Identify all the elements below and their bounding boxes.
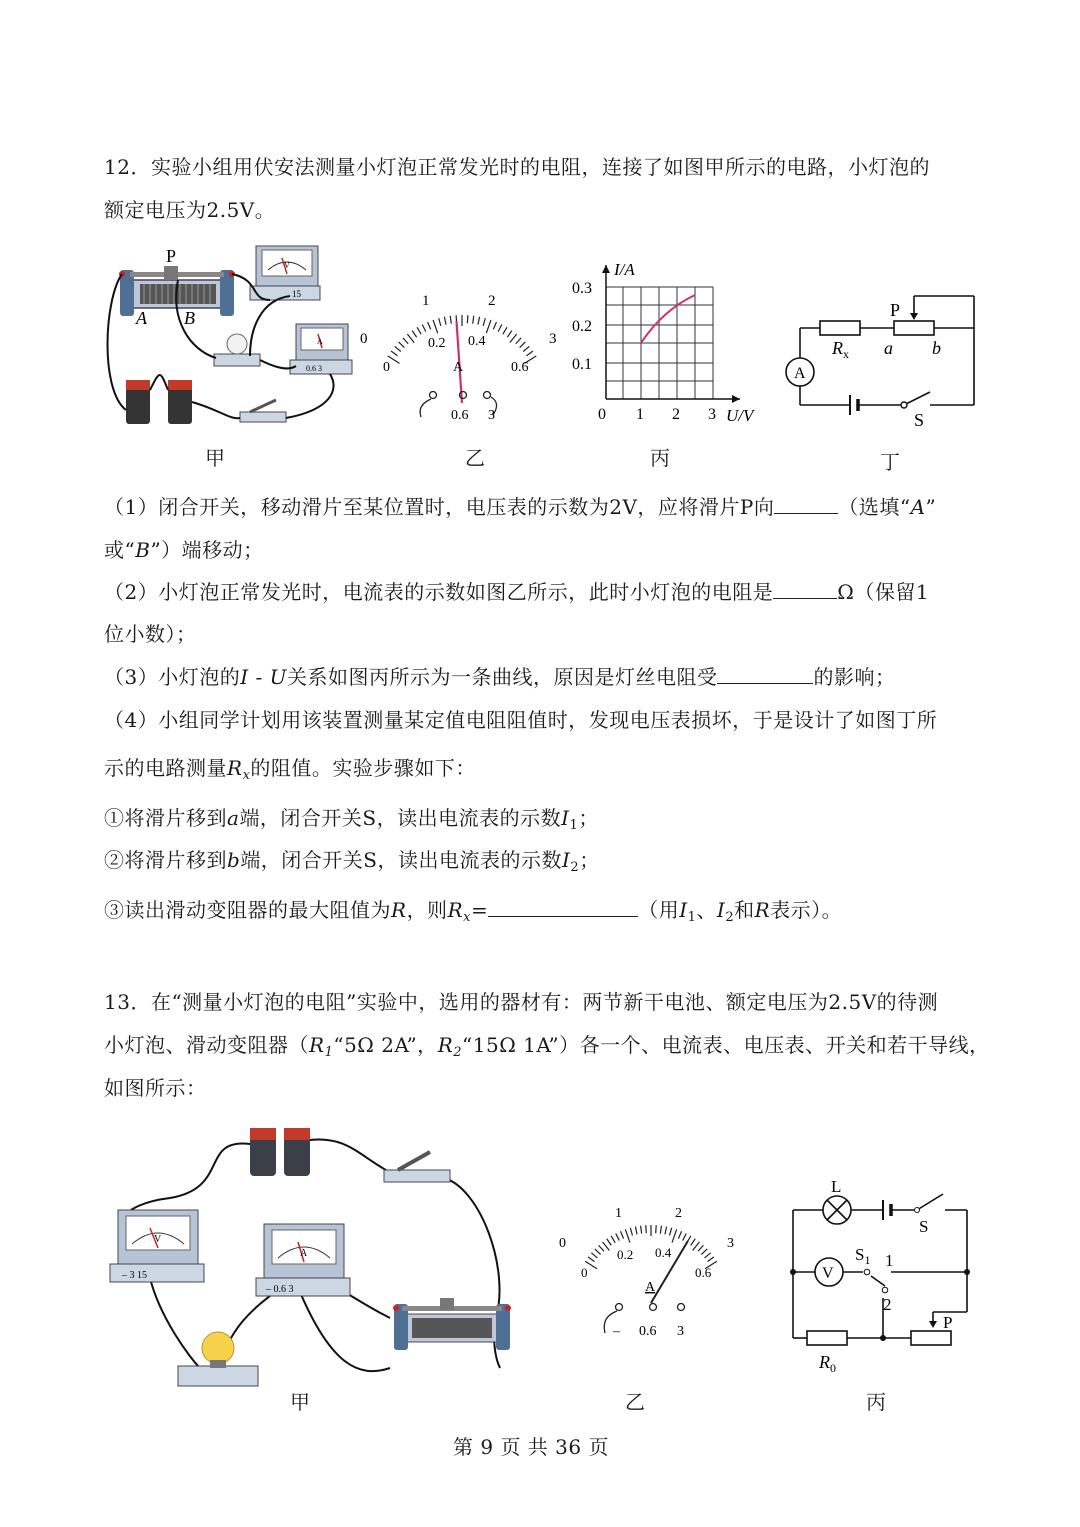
q12-step1: ①将滑片移到a端，闭合开关S，读出电流表的示数$I_1$； xyxy=(104,806,599,833)
q12-ding-ammeter-letter: A xyxy=(794,365,806,382)
q12-dial-inner-04: 0.4 xyxy=(468,334,486,349)
q13-stem-line2: 小灯泡、滑动变阻器（$R_1“5\Omega$ 2A”，$R_2“15\Omega$ 1A”）各一个、电流表、电压表、开关和若干导线， xyxy=(104,1033,990,1060)
dial-tick xyxy=(417,327,421,334)
dial-tick xyxy=(607,1239,612,1246)
dial-tick xyxy=(683,1233,687,1240)
dial-tick xyxy=(467,315,468,323)
dial-tick xyxy=(641,1226,642,1234)
q13-dial-inner-02: 0.2 xyxy=(617,1247,634,1262)
q12-part2-line2: 位小数）； xyxy=(104,622,197,646)
dial-tick xyxy=(672,1229,677,1242)
dial-tick xyxy=(493,322,496,329)
dial-tick xyxy=(483,318,485,326)
q13-dial-label-3: 3 xyxy=(727,1236,734,1251)
dial-tick xyxy=(527,351,533,356)
q12-dial-term-3: 3 xyxy=(488,408,495,423)
q12-graph-ytick-01: 0.1 xyxy=(572,356,592,373)
dial-tick xyxy=(693,1242,700,1251)
dial-tick xyxy=(625,1229,630,1242)
q13-dial-term-3: 3 xyxy=(677,1324,684,1339)
dial-tick xyxy=(439,318,441,326)
dial-tick xyxy=(595,1249,601,1255)
dial-tick xyxy=(407,334,414,343)
q12-graph-xtick-1: 1 xyxy=(636,406,644,423)
q12-dial-inner-0: 0 xyxy=(383,360,390,375)
dial-tick xyxy=(678,1231,681,1238)
q13-ammeter-letter: A xyxy=(300,1248,308,1259)
q12-part1-line1: （1）闭合开关，移动滑片至某位置时，电压表的示数为2V，应将滑片P向 （选填“A” xyxy=(104,495,937,519)
dial-tick xyxy=(507,331,512,338)
q12-figure-bing-iu-graph xyxy=(568,255,773,430)
dial-tick xyxy=(630,1228,632,1236)
q12-part4-line2: 示的电路测量$R_x$的阻值。实验步骤如下： xyxy=(104,756,476,783)
dial-tick xyxy=(707,1257,713,1262)
q13-dial-term-06: 0.6 xyxy=(639,1324,657,1339)
q13-ammeter-terminals: – 0.6 3 xyxy=(266,1284,294,1295)
q12-switch xyxy=(240,400,286,422)
q12-caption-jia: 甲 xyxy=(205,446,225,470)
q12-figure-jia-circuit xyxy=(100,240,360,440)
q13-caption-bing: 丙 xyxy=(866,1390,886,1414)
dial-tick xyxy=(635,1227,637,1235)
dial-tick xyxy=(665,1227,667,1235)
q13-dial-label-0: 0 xyxy=(559,1236,566,1251)
q12-dial-inner-06: 0.6 xyxy=(511,360,529,375)
q12-step2: ②将滑片移到b端，闭合开关S，读出电流表的示数$I_2$； xyxy=(104,848,600,875)
q12-part1-line2: 或“B”）端移动； xyxy=(104,538,264,562)
q12-dial-label-0: 0 xyxy=(360,331,368,347)
dial-tick xyxy=(444,317,446,325)
dial-tick xyxy=(611,1236,615,1243)
q13-caption-jia: 甲 xyxy=(290,1390,310,1414)
q13-dial-term-neg: – xyxy=(613,1324,620,1339)
dial-tick xyxy=(486,320,491,333)
answer-blank-4[interactable] xyxy=(488,898,638,917)
q13-dial-inner-0: 0 xyxy=(581,1265,588,1280)
q12-jia-label-B: B xyxy=(184,308,195,328)
dial-tick xyxy=(705,1253,711,1258)
q12-figure-yi-ammeter-dial xyxy=(355,285,570,435)
q12-ding-a: a xyxy=(884,338,893,358)
q13-figure-bing-circuit xyxy=(785,1172,985,1382)
dial-tick xyxy=(656,1225,657,1233)
dial-tick xyxy=(670,1228,672,1236)
dial-tick xyxy=(478,317,480,325)
q12-caption-bing: 丙 xyxy=(650,446,670,470)
dial-tick xyxy=(391,351,397,356)
q13-caption-yi: 乙 xyxy=(625,1390,645,1414)
q13-dial-inner-06: 0.6 xyxy=(695,1265,712,1280)
q13-bulb xyxy=(178,1332,258,1386)
q13-dial-label-1: 1 xyxy=(615,1206,622,1221)
q12-caption-ding: 丁 xyxy=(880,450,900,474)
q12-voltmeter-letter: V xyxy=(284,261,290,270)
q12-dial-label-3: 3 xyxy=(549,331,557,347)
q12-jia-label-P: P xyxy=(166,246,177,266)
q12-dial-unit: A xyxy=(453,360,464,375)
q13-bing-contact-2: 2 xyxy=(883,1295,892,1314)
q12-part2-line1: （2）小灯泡正常发光时，电流表的示数如图乙所示，此时小灯泡的电阻是 Ω（保留1 xyxy=(104,580,930,604)
dial-tick xyxy=(422,325,426,332)
q13-voltmeter-terminals: – 3 15 xyxy=(122,1270,147,1281)
dial-tick xyxy=(520,342,526,348)
dial-tick xyxy=(503,327,507,334)
dial-tick xyxy=(691,1239,696,1246)
q13-stem-line3: 如图所示： xyxy=(104,1076,207,1100)
dial-tick xyxy=(395,346,401,351)
q12-bulb xyxy=(214,334,260,366)
q13-rheostat xyxy=(393,1298,511,1350)
q12-graph-xtick-2: 2 xyxy=(672,406,680,423)
dial-tick xyxy=(516,338,521,344)
q12-voltmeter-terminal: 15 xyxy=(292,289,301,299)
q12-graph-xtick-3: 3 xyxy=(708,406,716,423)
dial-tick xyxy=(698,1245,703,1251)
q12-dial-ticks xyxy=(388,315,537,363)
q12-ding-Rx: $R_x$ xyxy=(832,338,849,361)
q12-iu-curve xyxy=(641,295,695,343)
dial-tick xyxy=(603,1242,610,1251)
q12-graph-ytick-03: 0.3 xyxy=(572,280,592,297)
q12-ding-S: S xyxy=(914,410,925,430)
dial-tick xyxy=(399,342,405,348)
q13-dial-unit: A xyxy=(645,1280,656,1295)
q12-graph-ylabel: I/A xyxy=(614,260,635,279)
q12-step3: ③读出滑动变阻器的最大阻值为R，则$R_x=$ （用$I_1$、$I_2$和R表示）。 xyxy=(104,898,843,925)
q12-ammeter-letter: A xyxy=(317,337,323,346)
q12-part4-line1: （4）小组同学计划用该装置测量某定值电阻阻值时，发现电压表损坏，于是设计了如图丁所 xyxy=(104,708,938,732)
q12-graph-ytick-02: 0.2 xyxy=(572,318,592,335)
dial-tick xyxy=(412,331,417,338)
dial-tick xyxy=(588,1257,594,1262)
q13-bing-S1: $S_1$ xyxy=(855,1245,871,1267)
q12-voltmeter xyxy=(250,246,320,300)
q12-graph-xlabel: U/V xyxy=(726,406,754,425)
q12-part3: （3）小灯泡的I - U关系如图丙所示为一条曲线，原因是灯丝电阻受 的影响； xyxy=(104,665,896,689)
q13-bing-contact-1: 1 xyxy=(885,1251,894,1270)
dial-tick xyxy=(473,316,474,324)
q12-ding-b: b xyxy=(932,338,941,358)
q12-ammeter xyxy=(290,324,352,374)
q13-dial-ticks xyxy=(585,1225,717,1269)
q13-dial-inner-04: 0.4 xyxy=(655,1245,672,1260)
q13-voltmeter-letter: V xyxy=(154,1234,162,1245)
dial-tick xyxy=(428,322,431,329)
q13-bing-L: L xyxy=(831,1177,842,1196)
q12-ding-P: P xyxy=(890,300,901,320)
dial-tick xyxy=(403,338,408,344)
q12-dial-term-06: 0.6 xyxy=(451,408,469,423)
q12-figure-ding-circuit xyxy=(780,278,980,433)
dial-tick xyxy=(701,1249,707,1255)
q12-stem-line2: 额定电压为2.5V。 xyxy=(104,198,276,222)
q12-caption-yi: 乙 xyxy=(465,446,485,470)
q12-dial-inner-02: 0.2 xyxy=(428,336,446,351)
dial-tick xyxy=(616,1233,620,1240)
q13-stem-line1: 13．在“测量小灯泡的电阻”实验中，选用的器材有：两节新干电池、额定电压为2.5V的待测 xyxy=(104,990,939,1014)
q13-bing-S: S xyxy=(919,1217,929,1236)
answer-blank-3[interactable] xyxy=(717,665,813,684)
dial-tick xyxy=(591,1253,597,1258)
dial-tick xyxy=(660,1226,661,1234)
dial-tick xyxy=(523,346,529,351)
page-footer: 第 9 页 共 36 页 xyxy=(453,1435,609,1459)
q13-switch xyxy=(384,1152,450,1182)
q12-dial-label-1: 1 xyxy=(422,293,430,309)
q13-figure-jia-circuit xyxy=(100,1118,530,1393)
q13-voltmeter xyxy=(110,1210,204,1282)
q13-figure-yi-ammeter-dial xyxy=(555,1195,745,1345)
q13-dial-label-2: 2 xyxy=(675,1206,682,1221)
q12-dial-label-2: 2 xyxy=(488,293,496,309)
answer-blank-1[interactable] xyxy=(774,495,838,514)
q13-bing-P: P xyxy=(943,1313,953,1332)
q13-bing-R0: $R_0$ xyxy=(819,1352,836,1375)
q12-ammeter-terminals: 0.6 3 xyxy=(306,364,322,373)
dial-tick xyxy=(450,316,451,324)
q13-batteries xyxy=(250,1128,310,1176)
q12-batteries xyxy=(126,380,192,424)
q12-graph-xtick-0: 0 xyxy=(598,406,606,423)
q12-jia-label-A: A xyxy=(136,308,147,328)
dial-tick xyxy=(510,334,517,343)
q13-bing-V: V xyxy=(822,1265,834,1282)
answer-blank-2[interactable] xyxy=(773,580,837,599)
dial-tick xyxy=(498,325,502,332)
dial-tick xyxy=(620,1231,623,1238)
dial-tick xyxy=(646,1225,647,1233)
dial-tick xyxy=(433,320,438,333)
dial-tick xyxy=(599,1245,604,1251)
q12-stem-line1: 12．实验小组用伏安法测量小灯泡正常发光时的电阻，连接了如图甲所示的电路，小灯泡的 xyxy=(104,155,930,179)
q13-ammeter xyxy=(256,1224,350,1296)
